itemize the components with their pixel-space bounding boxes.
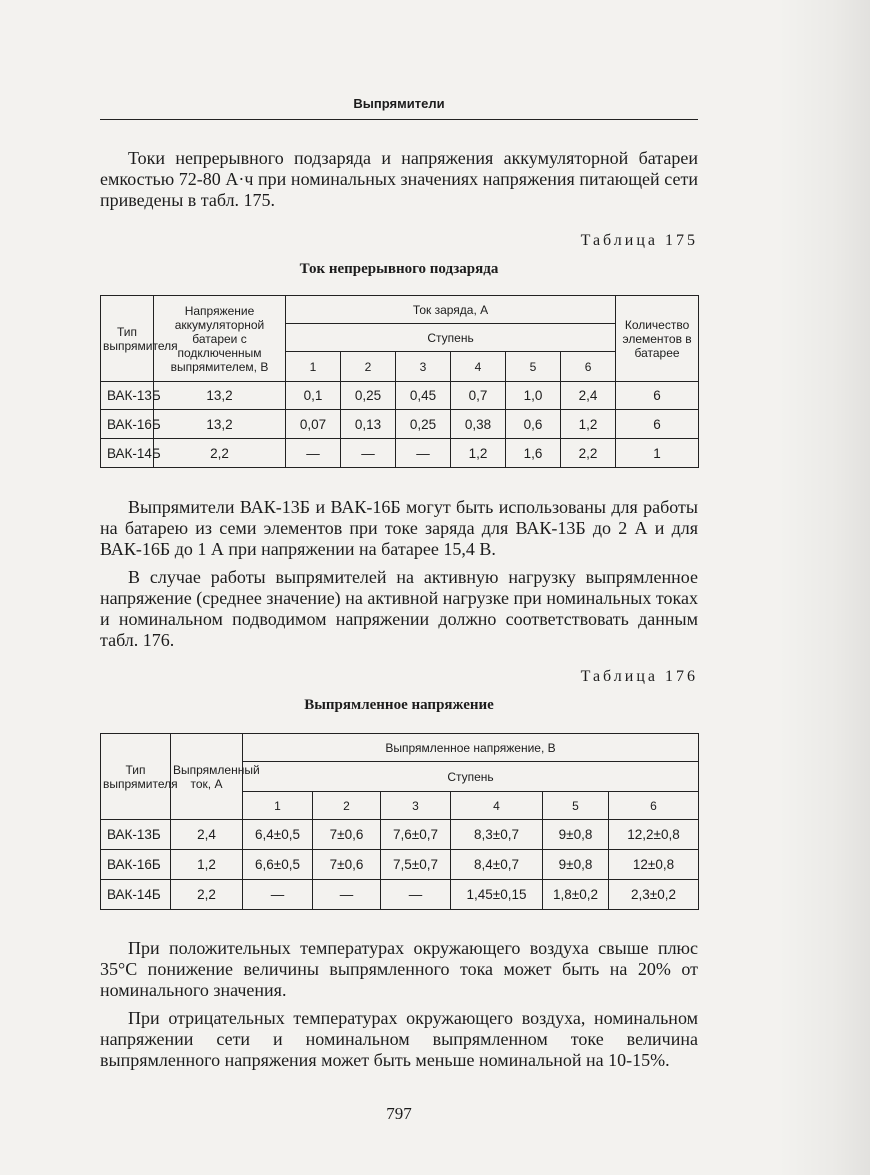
cell-count: 6 xyxy=(616,382,699,410)
cell-current: 2,2 xyxy=(171,880,243,910)
cell-value: — xyxy=(341,439,396,468)
cell-value: 1,45±0,15 xyxy=(451,880,543,910)
cell-type: ВАК-13Б xyxy=(101,382,154,410)
cell-value: — xyxy=(286,439,341,468)
cell-value: 8,3±0,7 xyxy=(451,820,543,850)
header-type: Тип выпрямителя xyxy=(101,296,154,382)
header-stage: Ступень xyxy=(286,324,616,352)
header-step: 6 xyxy=(609,792,699,820)
cell-count: 6 xyxy=(616,410,699,439)
cell-value: 0,13 xyxy=(341,410,396,439)
cell-value: 1,2 xyxy=(561,410,616,439)
header-step: 2 xyxy=(341,352,396,382)
cell-count: 1 xyxy=(616,439,699,468)
cell-voltage: 2,2 xyxy=(154,439,286,468)
header-voltage: Напряжение аккумуляторной батареи с подключенным выпрямителем, В xyxy=(154,296,286,382)
cell-value: 7,5±0,7 xyxy=(381,850,451,880)
cell-value: 7±0,6 xyxy=(313,850,381,880)
cell-value: 0,6 xyxy=(506,410,561,439)
table-row xyxy=(101,439,699,468)
cell-value: 0,1 xyxy=(286,382,341,410)
cell-value: 2,2 xyxy=(561,439,616,468)
cell-type: ВАК-14Б xyxy=(101,439,154,468)
cell-value: 0,07 xyxy=(286,410,341,439)
header-step: 4 xyxy=(451,792,543,820)
cell-value: 7,6±0,7 xyxy=(381,820,451,850)
cell-value: — xyxy=(381,880,451,910)
cell-value: 6,4±0,5 xyxy=(243,820,313,850)
header-voltage: Выпрямленное напряжение, В xyxy=(243,734,699,762)
cell-value: 7±0,6 xyxy=(313,820,381,850)
running-head: Выпрямители xyxy=(353,96,445,111)
header-step: 5 xyxy=(543,792,609,820)
cell-current: 1,2 xyxy=(171,850,243,880)
table-row xyxy=(101,410,699,439)
table-175-label: Таблица 175 xyxy=(580,232,698,249)
cell-voltage: 13,2 xyxy=(154,382,286,410)
cell-value: 0,25 xyxy=(341,382,396,410)
cell-type: ВАК-14Б xyxy=(101,880,171,910)
paragraph-4: При положительных температурах окружающего воздуха свыше плюс 35°С понижение величины выпрямленного тока может быть на 20% от номинального значения. xyxy=(100,938,698,1000)
header-step: 6 xyxy=(561,352,616,382)
cell-value: 12,2±0,8 xyxy=(609,820,699,850)
table-row xyxy=(101,850,699,880)
cell-current: 2,4 xyxy=(171,820,243,850)
page-edge-shadow xyxy=(778,0,870,1175)
cell-value: 0,45 xyxy=(396,382,451,410)
paragraph-2: Выпрямители ВАК-13Б и ВАК-16Б могут быть использованы для работы на батарею из семи элементов при токе заряда для ВАК-13Б до 2 А и для ВАК-16Б до 1 А при напряжении на батарее 15,4 В. xyxy=(100,497,698,559)
cell-value: 1,8±0,2 xyxy=(543,880,609,910)
cell-value: 1,6 xyxy=(506,439,561,468)
header-step: 3 xyxy=(396,352,451,382)
cell-value: 6,6±0,5 xyxy=(243,850,313,880)
cell-value: 0,7 xyxy=(451,382,506,410)
paragraph-5: При отрицательных температурах окружающего воздуха, номинальном напряжении сети и номинальном выпрямленном токе величина выпрямленного напряжения может быть меньше номинальной на 10-15%. xyxy=(100,1008,698,1070)
header-step: 1 xyxy=(243,792,313,820)
header-step: 3 xyxy=(381,792,451,820)
cell-value: 1,0 xyxy=(506,382,561,410)
cell-type: ВАК-13Б xyxy=(101,820,171,850)
header-type: Тип выпрямителя xyxy=(101,734,171,820)
cell-value: 0,38 xyxy=(451,410,506,439)
table-175-title: Ток непрерывного подзаряда xyxy=(299,261,499,277)
table-row xyxy=(101,880,699,910)
table-176-title: Выпрямленное напряжение xyxy=(304,697,494,713)
paragraph-1: Токи непрерывного подзаряда и напряжения аккумуляторной батареи емкостью 72-80 А·ч при номинальных значениях напряжения питающей сети приведены в табл. 175. xyxy=(100,148,698,210)
header-rule xyxy=(100,119,698,120)
table-row xyxy=(101,382,699,410)
cell-type: ВАК-16Б xyxy=(101,410,154,439)
cell-value: — xyxy=(396,439,451,468)
cell-value: 8,4±0,7 xyxy=(451,850,543,880)
header-step: 2 xyxy=(313,792,381,820)
header-step: 5 xyxy=(506,352,561,382)
cell-value: — xyxy=(313,880,381,910)
header-stage: Ступень xyxy=(243,762,699,792)
table-row xyxy=(101,820,699,850)
cell-voltage: 13,2 xyxy=(154,410,286,439)
table-176 xyxy=(100,733,699,910)
cell-value: 9±0,8 xyxy=(543,820,609,850)
header-current: Ток заряда, А xyxy=(286,296,616,324)
cell-value: 9±0,8 xyxy=(543,850,609,880)
table-176-label: Таблица 176 xyxy=(580,668,698,685)
cell-value: 1,2 xyxy=(451,439,506,468)
paragraph-3: В случае работы выпрямителей на активную нагрузку выпрямленное напряжение (среднее значение) на активной нагрузке при номинальных токах и номинальном подводимом напряжении должно соответствовать данным табл. 176. xyxy=(100,567,698,650)
header-step: 4 xyxy=(451,352,506,382)
header-current: Выпрямленный ток, А xyxy=(171,734,243,820)
cell-value: — xyxy=(243,880,313,910)
table-175 xyxy=(100,295,699,468)
header-count: Количество элементов в батарее xyxy=(616,296,699,382)
cell-value: 0,25 xyxy=(396,410,451,439)
cell-value: 12±0,8 xyxy=(609,850,699,880)
header-step: 1 xyxy=(286,352,341,382)
cell-value: 2,3±0,2 xyxy=(609,880,699,910)
cell-type: ВАК-16Б xyxy=(101,850,171,880)
cell-value: 2,4 xyxy=(561,382,616,410)
page-number: 797 xyxy=(386,1104,412,1123)
